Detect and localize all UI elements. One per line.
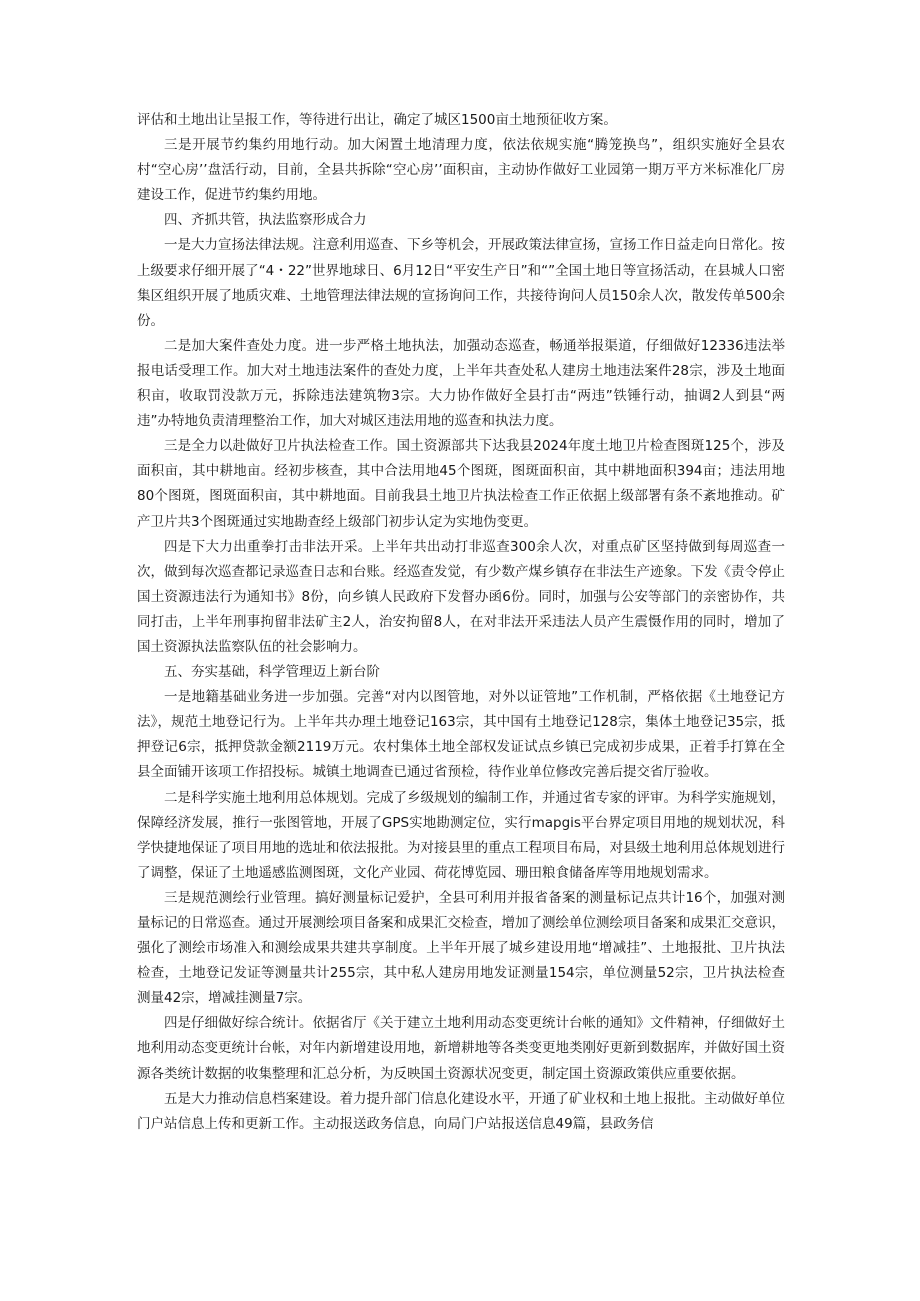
paragraph: 评估和土地出让呈报工作，等待进行出让，确定了城区1500亩土地预征收方案。 [137, 112, 617, 128]
paragraph: 三是全力以赴做好卫片执法检查工作。国土资源部共下达我县2024年度土地卫片检查图斑125个，涉及面积亩，其中耕地亩。经初步核查，其中合法用地45个图斑，图斑面积亩，其中耕地面积394亩；违法用地80个图斑，图斑面积亩，其中耕地面。目前我县土地卫片执法检查工作正依据上级部署有条不紊地推动。矿产卫片共3个图斑通过实地勘查经上级部门初步认定为实地伪变更。 [137, 438, 785, 530]
paragraph: 二是加大案件查处力度。进一步严格土地执法，加强动态巡查，畅通举报渠道，仔细做好12336违法举报电话受理工作。加大对土地违法案件的查处力度，上半年共查处私人建房土地违法案件28宗，涉及土地面积亩，收取罚没款万元，拆除违法建筑物3宗。大力协作做好全县打击“两违”铁锤行动，抽调2人到县“两违”办特地负责清理整治工作，加大对城区违法用地的巡查和执法力度。 [137, 337, 785, 430]
paragraph: 二是科学实施土地利用总体规划。完成了乡级规划的编制工作，并通过省专家的评审。为科学实施规划，保障经济发展，推行一张图管地，开展了GPS实地勘测定位，实行mapgis平台界定项目用地的规划状况，科学快捷地保证了项目用地的选址和依法报批。为对接县里的重点工程项目布局，对县级土地利用总体规划进行了调整，保证了土地遥感监测图斑，文化产业园、荷花博览园、珊田粮食储备库等用地规划需求。 [137, 789, 785, 881]
paragraph: 一是地籍基础业务进一步加强。完善“对内以图管地，对外以证管地”工作机制，严格依据《土地登记方法》，规范土地登记行为。上半年共办理土地登记163宗，其中国有土地登记128宗，集体土地登记35宗，抵押登记6宗，抵押贷款金额2119万元。农村集体土地全部权发证试点乡镇已完成初步成果，正着手打算在全县全面铺开该项工作招投标。城镇土地调查已通过省预检，待作业单位修改完善后提交省厅验收。 [137, 689, 785, 781]
paragraph: 三是开展节约集约用地行动。加大闲置土地清理力度，依法依规实施“腾笼换鸟”，组织实施好全县农村“空心房’’盘活行动，目前，全县共拆除“空心房’’面积亩，主动协作做好工业园第一期万平方米标准化厂房建设工作，促进节约集约用地。 [137, 137, 785, 204]
paragraph: 四是下大力出重拳打击非法开采。上半年共出动打非巡查300余人次，对重点矿区坚持做到每周巡查一次，做到每次巡查都记录巡查日志和台账。经巡查发觉，有少数产煤乡镇存在非法生产迹象。下发《责令停止国土资源违法行为通知书》8份，向乡镇人民政府下发督办函6份。同时，加强与公安等部门的亲密协作，共同打击，上半年刑事拘留非法矿主2人，治安拘留8人，在对非法开采违法人员产生震慑作用的同时，增加了国土资源执法监察队伍的社会影响力。 [137, 538, 785, 655]
paragraph: 五是大力推动信息档案建设。着力提升部门信息化建设水平，开通了矿业权和土地上报批。主动做好单位门户站信息上传和更新工作。主动报送政务信息，向局门户站报送信息49篇，县政务信 [137, 1090, 785, 1132]
document-body [137, 108, 785, 1137]
paragraph: 三是规范测绘行业管理。搞好测量标记爱护，全县可利用并报省备案的测量标记点共计16个，加强对测量标记的日常巡查。通过开展测绘项目备案和成果汇交检查，增加了测绘单位测绘项目备案和成果汇交意识，强化了测绘市场准入和测绘成果共建共享制度。上半年开展了城乡建设用地“增减挂”、土地报批、卫片执法检查，土地登记发证等测量共计255宗，其中私人建房用地发证测量154宗，单位测量52宗，卫片执法检查测量42宗，增减挂测量7宗。 [137, 889, 785, 1007]
paragraph: 四是仔细做好综合统计。依据省厅《关于建立土地利用动态变更统计台帐的通知》文件精神，仔细做好土地利用动态变更统计台帐，对年内新增建设用地，新增耕地等各类变更地类刚好更新到数据库，并做好国土资源各类统计数据的收集整理和汇总分析，为反映国土资源状况变更，制定国土资源政策供应重要依据。 [137, 1015, 785, 1082]
paragraph: 一是大力宣扬法律法规。注意利用巡查、下乡等机会，开展政策法律宣扬，宣扬工作日益走向日常化。按上级要求仔细开展了“4・22”世界地球日、6月12日“平安生产日”和“”全国土地日等宣扬活动，在县城人口密集区组织开展了地质灾难、土地管理法律法规的宣扬询问工作，共接待询问人员150余人次，散发传单500余份。 [137, 237, 785, 329]
paragraph: 四、齐抓共管，执法监察形成合力 [164, 212, 367, 229]
paragraph: 五、夯实基础，科学管理迈上新台阶 [164, 664, 380, 681]
